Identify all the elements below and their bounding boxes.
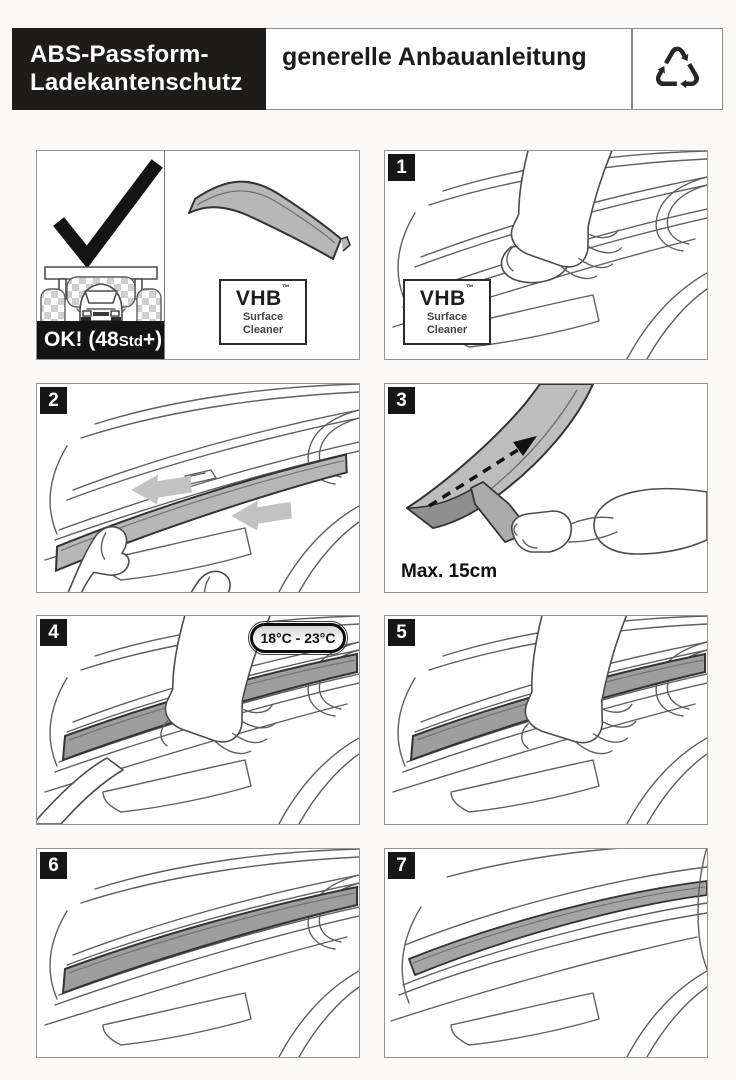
step-6-illustration: [37, 849, 359, 1057]
step-number-badge: 3: [388, 387, 415, 414]
intro-panel-divider: [164, 151, 165, 359]
step-7-illustration: [385, 849, 707, 1057]
carwash-ok-label: OK! (48 Std +): [37, 321, 164, 359]
step-number-badge: 6: [40, 852, 67, 879]
max-length-note: Max. 15cm: [401, 561, 498, 582]
vhb-cleaner-box: VHB™ Surface Cleaner: [403, 279, 491, 345]
step-panel-5: [384, 615, 708, 825]
temperature-range-badge: 18°C - 23°C: [250, 623, 346, 653]
recycling-icon: ♺: [651, 35, 704, 103]
step-number-badge: 5: [388, 619, 415, 646]
step-panel-7: [384, 848, 708, 1058]
product-name-box: [12, 28, 266, 110]
step-panel-3: [384, 383, 708, 593]
recycling-box: [632, 28, 723, 110]
step-panel-1: [384, 150, 708, 360]
instruction-title: generelle Anbauanleitung: [266, 28, 632, 110]
step-number-badge: 2: [40, 387, 67, 414]
product-name-line1: ABS-Passform-: [30, 41, 209, 69]
step-panel-6: [36, 848, 360, 1058]
step-panel-2: [36, 383, 360, 593]
intro-panel: [36, 150, 360, 360]
step-panel-4: [36, 615, 360, 825]
header: [12, 28, 723, 110]
vhb-cleaner-box: VHB™ Surface Cleaner: [219, 279, 307, 345]
step-2-illustration: [37, 384, 359, 592]
step-number-badge: 1: [388, 154, 415, 181]
step-5-illustration: [385, 616, 707, 824]
product-name-line2: Ladekantenschutz: [30, 69, 243, 96]
step-number-badge: 4: [40, 619, 67, 646]
step-number-badge: 7: [388, 852, 415, 879]
